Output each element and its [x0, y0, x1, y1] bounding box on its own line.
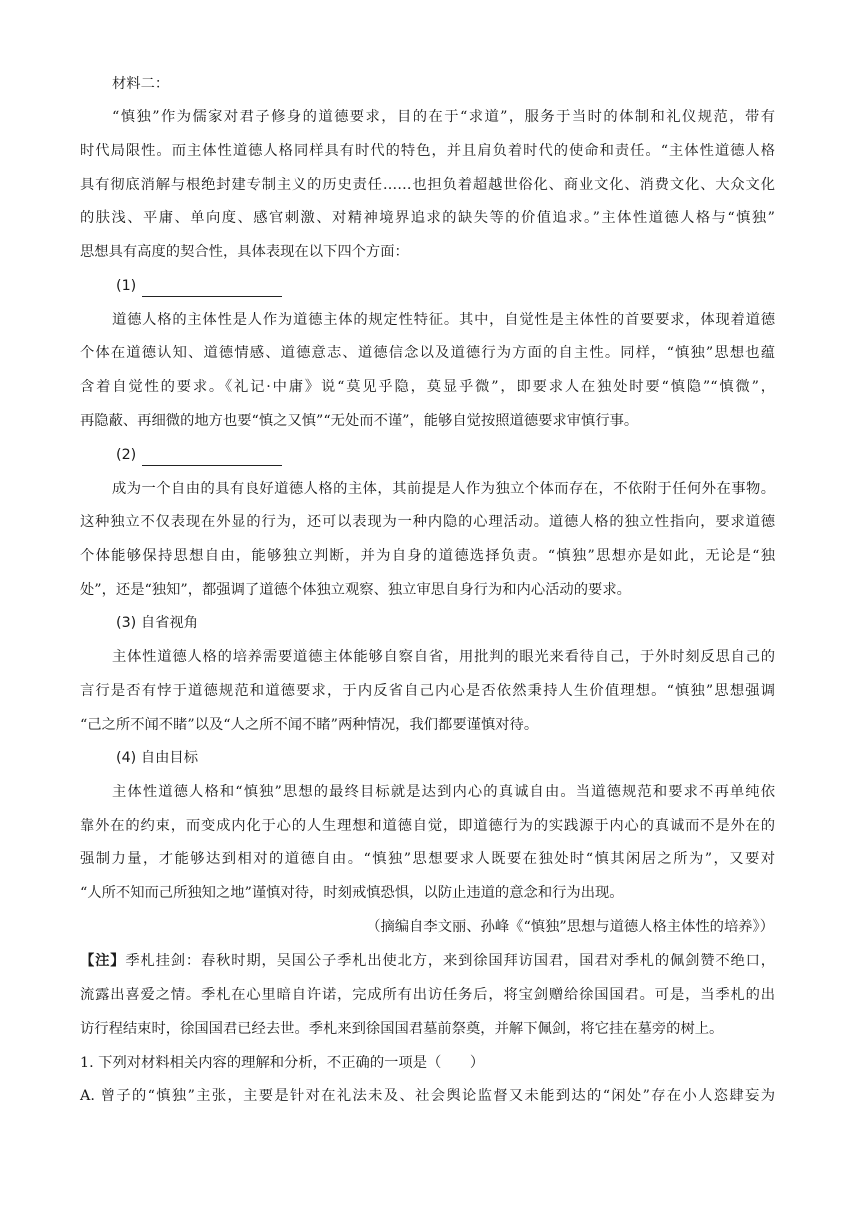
section-title: 自省视角: [140, 615, 198, 631]
section-1-heading: [116, 275, 282, 297]
paragraph-line: 处”，还是“独知”，都强调了道德个体独立观察、独立审思自身行为和内心活动的要求。: [80, 582, 631, 598]
paragraph-line: 个体在道德认知、道德情感、道德意志、道德信念以及道德行为方面的自主性。同样，“慎独”思想也蕴: [80, 345, 775, 361]
paragraph-line: 靠外在的约束，而变成内化于心的人生理想和道德自觉，即道德行为的实践源于内心的真诚而不是外在的: [80, 818, 775, 834]
intro-line: 具有彻底消解与根绝封建专制主义的历史责任……也担负着超越世俗化、商业文化、消费文化、大众文化: [80, 177, 775, 193]
note-line: 流露出喜爱之情。季札在心里暗自许诺，完成所有出访任务后，将宝剑赠给徐国国君。可是，当季札的出: [80, 987, 775, 1003]
intro-line: 思想具有高度的契合性，具体表现在以下四个方面：: [80, 244, 409, 260]
note-line: [80, 950, 775, 972]
paragraph-line: 强制力量，才能够达到相对的道德自由。“慎独”思想要求人既要在独处时“慎其闲居之所为”，又要对: [80, 851, 775, 867]
section-number: (2): [116, 447, 137, 463]
section-number: (3): [116, 615, 137, 631]
section-4-heading: [116, 747, 198, 769]
paragraph-line: 言行是否有悖于道德规范和道德要求，于内反省自己内心是否依然秉持人生价值理想。“慎独”思想强调: [80, 683, 775, 699]
question-stem: 1. 下列对材料相关内容的理解和分析，不正确的一项是（ ）: [80, 1055, 485, 1071]
note-text: 季札挂剑：春秋时期，吴国公子季札出使北方，来到徐国拜访国君，国君对季札的佩剑赞不绝口，: [125, 953, 776, 969]
section-number: (1): [116, 278, 137, 294]
material-heading: 材料二：: [112, 76, 170, 92]
intro-line: “慎独”作为儒家对君子修身的道德要求，目的在于“求道”，服务于当时的体制和礼仪规范，带有: [112, 109, 775, 125]
answer-blank: [142, 278, 282, 297]
paragraph-line: 个体能够保持思想自由，能够独立判断，并为自身的道德选择负责。“慎独”思想亦是如此，无论是“独: [80, 548, 775, 564]
paragraph-line: “人所不知而己所独知之地”谨慎对待，时刻戒慎恐惧，以防止违道的意念和行为出现。: [80, 885, 624, 901]
paragraph-line: 主体性道德人格和“慎独”思想的最终目标就是达到内心的真诚自由。当道德规范和要求不再单纯依: [112, 784, 775, 800]
section-3-heading: [116, 612, 198, 634]
section-title: 自由目标: [140, 750, 198, 766]
paragraph-line: 主体性道德人格的培养需要道德主体能够自察自省，用批判的眼光来看待自己，于外时刻反思自己的: [112, 649, 775, 665]
note-line: 访行程结束时，徐国国君已经去世。季札来到徐国国君墓前祭奠，并解下佩剑，将它挂在墓旁的树上。: [80, 1021, 724, 1037]
intro-line: 的肤浅、平庸、单向度、感官刺激、对精神境界追求的缺失等的价值追求。”主体性道德人格与“慎独”: [80, 210, 775, 226]
paragraph-line: 道德人格的主体性是人作为道德主体的规定性特征。其中，自觉性是主体性的首要要求，体现着道德: [112, 312, 775, 328]
paragraph-line: “己之所不闻不睹”以及“人之所不闻不睹”两种情况，我们都要谨慎对待。: [80, 717, 539, 733]
paragraph-line: 这种独立不仅表现在外显的行为，还可以表现为一种内隐的心理活动。道德人格的独立性指向，要求道德: [80, 514, 775, 530]
answer-blank: [142, 447, 282, 466]
note-tag: 【注】: [80, 953, 126, 969]
intro-line: 时代局限性。而主体性道德人格同样具有时代的特色，并且肩负着时代的使命和责任。“主体性道德人格: [80, 143, 775, 159]
question-option-a: A. 曾子的“慎独”主张，主要是针对在礼法未及、社会舆论监督又未能到达的“闲处”存在小人恣肆妄为: [80, 1088, 775, 1104]
paragraph-line: 成为一个自由的具有良好道德人格的主体，其前提是人作为独立个体而存在，不依附于任何外在事物。: [112, 481, 775, 497]
section-number: (4): [116, 750, 137, 766]
source-citation: （摘编自李文丽、孙峰《“慎独”思想与道德人格主体性的培养》）: [366, 919, 774, 935]
paragraph-line: 含着自觉性的要求。《礼记·中庸》说“莫见乎隐，莫显乎微”，即要求人在独处时要“慎隐”“慎微”，: [80, 379, 775, 395]
paragraph-line: 再隐蔽、再细微的地方也要“慎之又慎”“无处而不谨”，能够自觉按照道德要求审慎行事。: [80, 413, 639, 429]
section-2-heading: [116, 444, 282, 466]
